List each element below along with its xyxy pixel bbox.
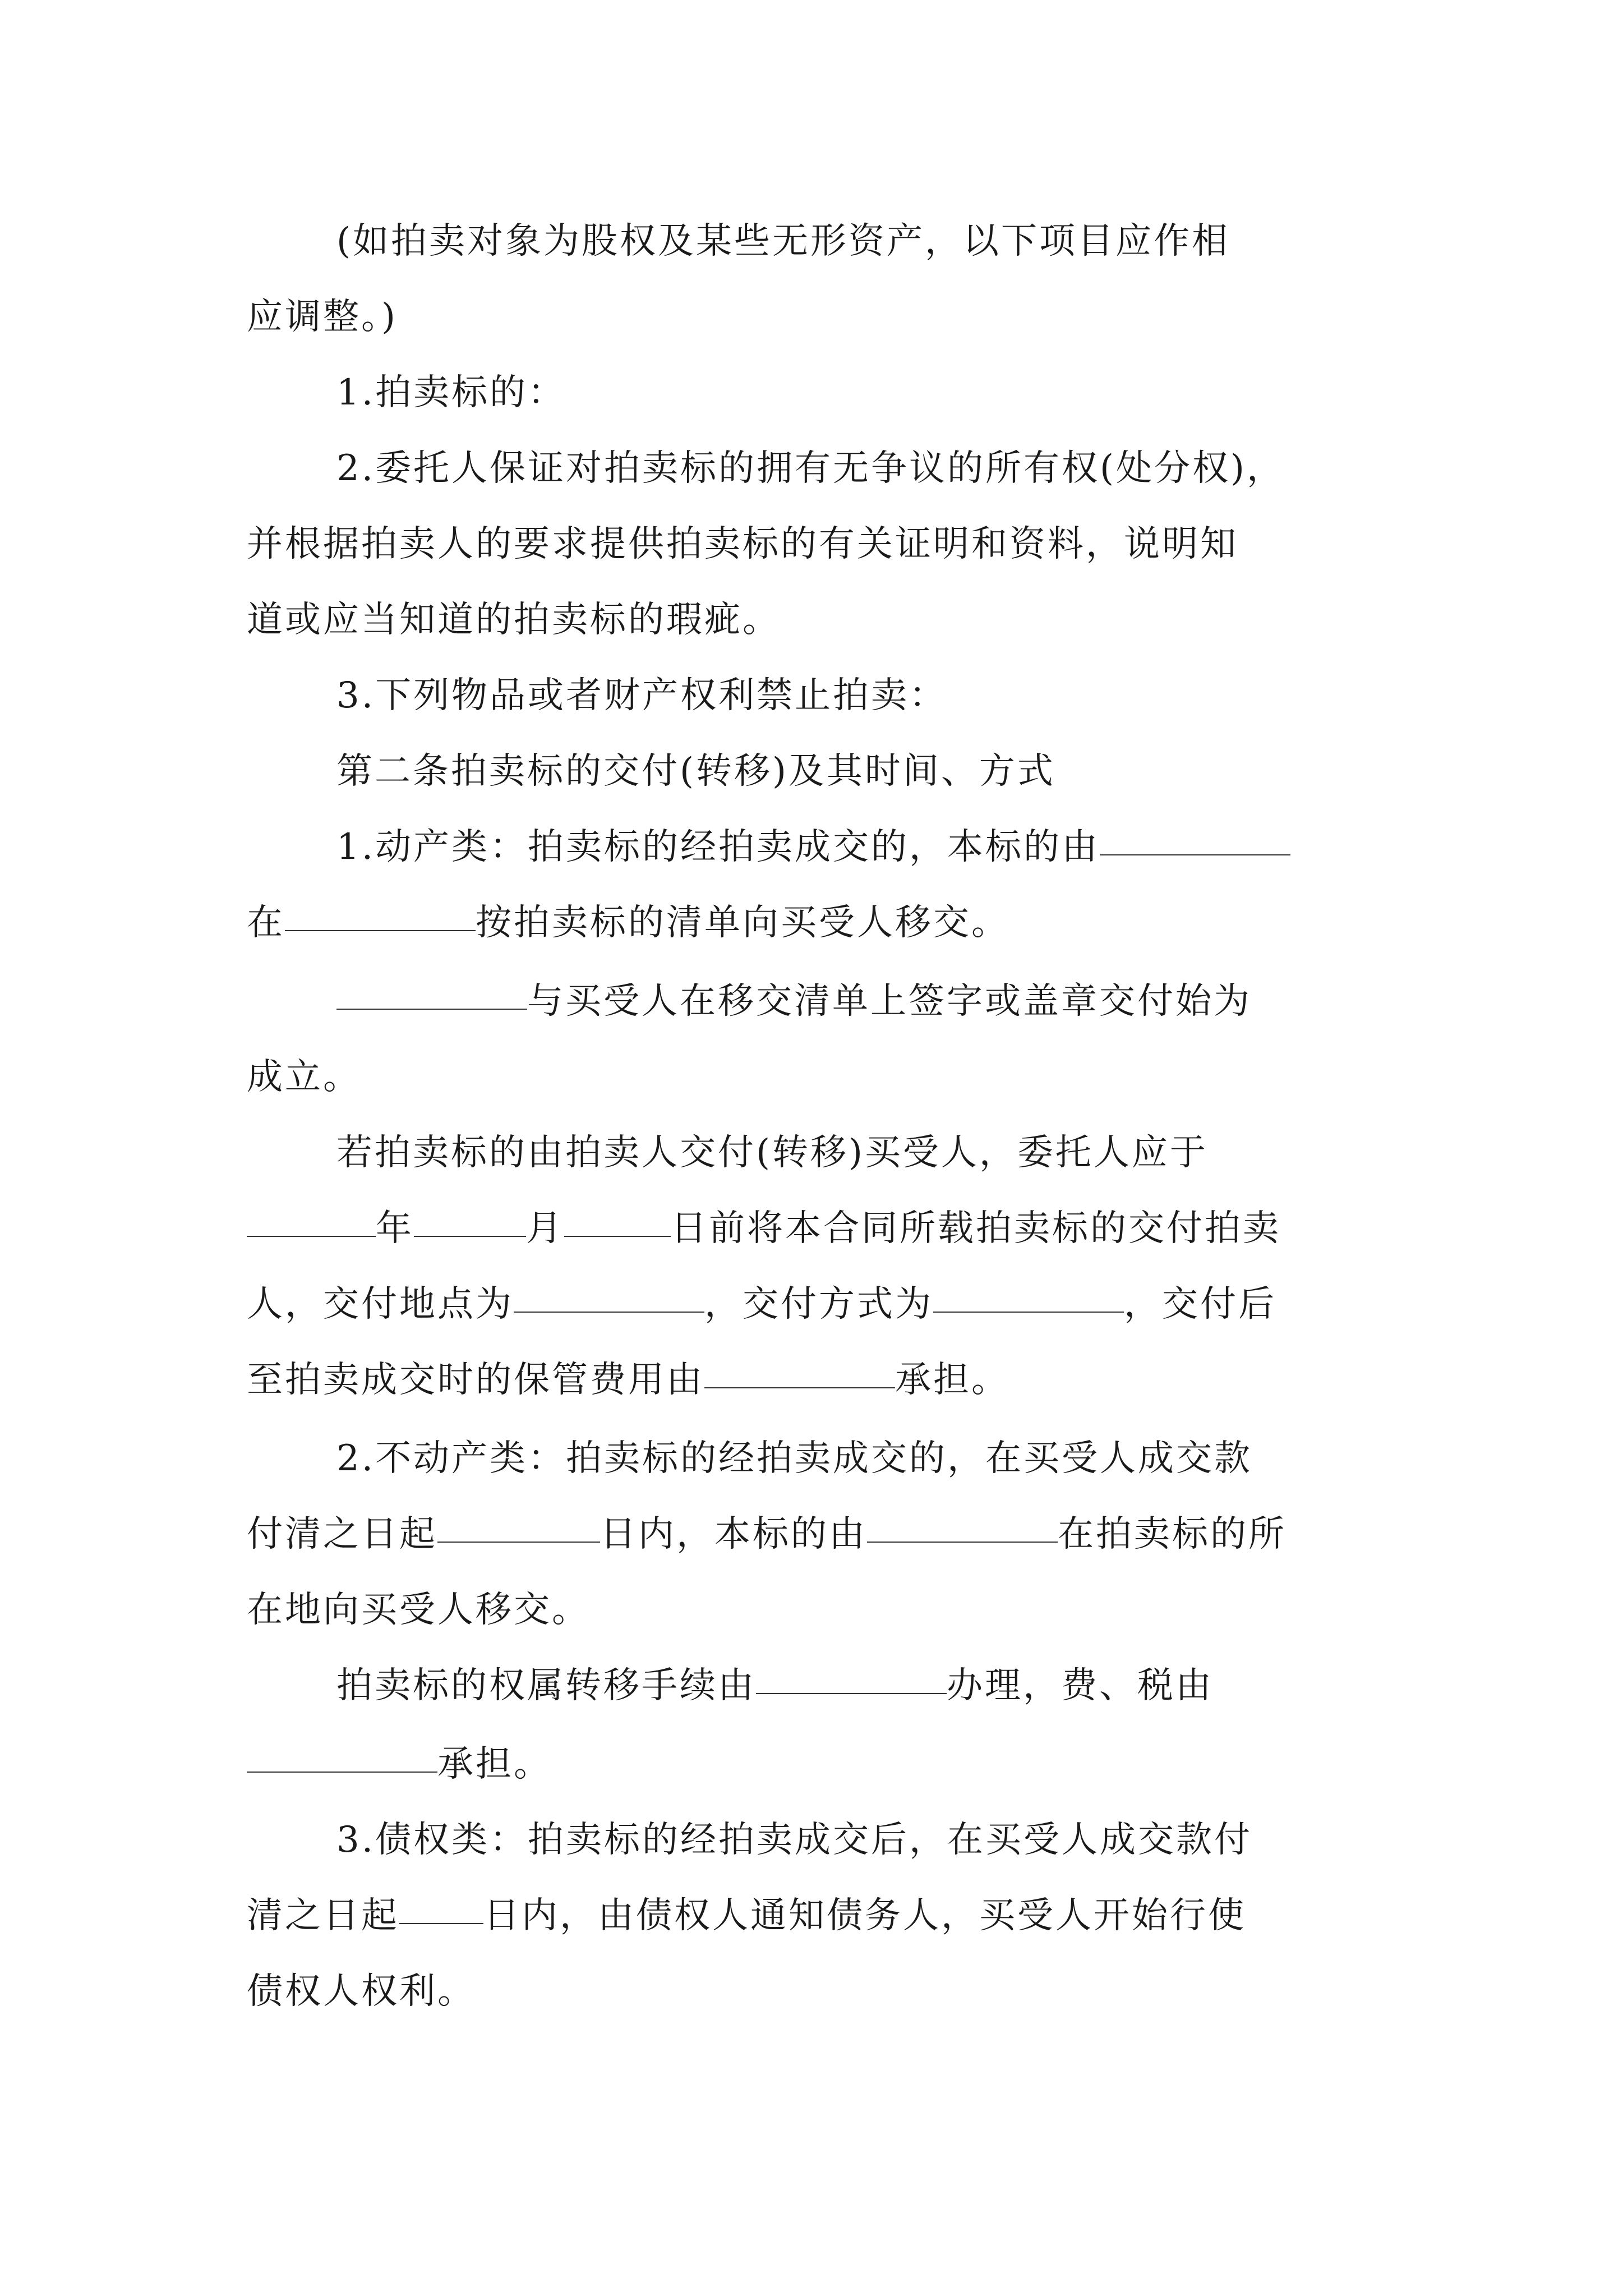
line-text: 人，交付地点为 <box>247 1283 514 1325</box>
line-text: 日内，由债权人通知债务人，买受人开始行使 <box>483 1895 1246 1936</box>
line-text: 拍卖标的权属转移手续由 <box>336 1665 756 1706</box>
line-text: 按拍卖标的清单向买受人移交。 <box>476 902 1009 944</box>
paragraph-line: 3.债权类：拍卖标的经拍卖成交后，在买受人成交款付 <box>336 1819 1253 1861</box>
paragraph-line: 若拍卖标的由拍卖人交付(转移)买受人，委托人应于 <box>336 1132 1208 1174</box>
line-text: 1.动产类：拍卖标的经拍卖成交的，本标的由 <box>336 826 1100 868</box>
paragraph-line: 应调整。) <box>247 296 398 338</box>
paragraph-line <box>247 1893 1246 1938</box>
fill-in-blank <box>336 976 527 1010</box>
paragraph-line <box>247 1282 1276 1327</box>
paragraph-line: 在地向买受人移交。 <box>247 1589 590 1631</box>
line-text: 在 <box>247 902 285 944</box>
paragraph-line <box>247 1512 1287 1557</box>
fill-in-blank <box>285 898 476 931</box>
line-text: 付清之日起 <box>247 1513 437 1555</box>
fill-in-blank <box>867 1509 1058 1543</box>
fill-in-blank <box>247 1739 437 1773</box>
paragraph-line: (如拍卖对象为股权及某些无形资产，以下项目应作相 <box>336 220 1230 262</box>
fill-in-blank <box>1100 822 1290 855</box>
fill-in-blank-location <box>514 1279 704 1313</box>
paragraph-line <box>247 900 1009 945</box>
line-text: 清之日起 <box>247 1895 399 1936</box>
section-heading: 第二条拍卖标的交付(转移)及其时间、方式 <box>336 751 1055 792</box>
line-text: 日前将本合同所载拍卖标的交付拍卖 <box>671 1208 1281 1249</box>
line-text: 月 <box>526 1208 564 1249</box>
line-text: 至拍卖成交时的保管费用由 <box>247 1359 704 1401</box>
paragraph-line: 3.下列物品或者财产权利禁止拍卖： <box>336 675 948 716</box>
paragraph-line: 债权人权利。 <box>247 1971 476 2012</box>
line-text: 年 <box>376 1208 414 1249</box>
paragraph-line <box>336 825 1290 869</box>
paragraph-line <box>336 1663 1214 1708</box>
fill-in-blank-day <box>564 1203 671 1237</box>
paragraph-line: 2.委托人保证对拍卖标的拥有无争议的所有权(处分权)， <box>336 448 1285 489</box>
paragraph-line <box>247 1206 1281 1251</box>
fill-in-blank-year <box>247 1203 376 1237</box>
fill-in-blank-days <box>399 1890 483 1924</box>
fill-in-blank <box>756 1660 947 1694</box>
paragraph-line: 1.拍卖标的： <box>336 372 566 413</box>
fill-in-blank-method <box>933 1279 1124 1313</box>
line-text: 承担。 <box>437 1743 552 1785</box>
paragraph-line: 并根据拍卖人的要求提供拍卖标的有关证明和资料，说明知 <box>247 523 1238 565</box>
paragraph-line <box>247 1358 1009 1402</box>
paragraph-line <box>336 979 1252 1024</box>
line-text: 承担。 <box>895 1359 1009 1401</box>
paragraph-line: 道或应当知道的拍卖标的瑕疵。 <box>247 599 781 641</box>
fill-in-blank-days <box>437 1509 600 1543</box>
line-text: 在拍卖标的所 <box>1058 1513 1287 1555</box>
line-text: ，交付方式为 <box>704 1283 933 1325</box>
line-text: 日内，本标的由 <box>600 1513 867 1555</box>
line-text: ，交付后 <box>1124 1283 1276 1325</box>
fill-in-blank <box>704 1355 895 1388</box>
line-text: 与买受人在移交清单上签字或盖章交付始为 <box>527 981 1252 1022</box>
line-text: 办理，费、税由 <box>947 1665 1214 1706</box>
paragraph-line <box>247 1742 552 1787</box>
paragraph-line: 成立。 <box>247 1056 361 1098</box>
paragraph-line: 2.不动产类：拍卖标的经拍卖成交的，在买受人成交款 <box>336 1438 1253 1479</box>
fill-in-blank-month <box>414 1203 526 1237</box>
